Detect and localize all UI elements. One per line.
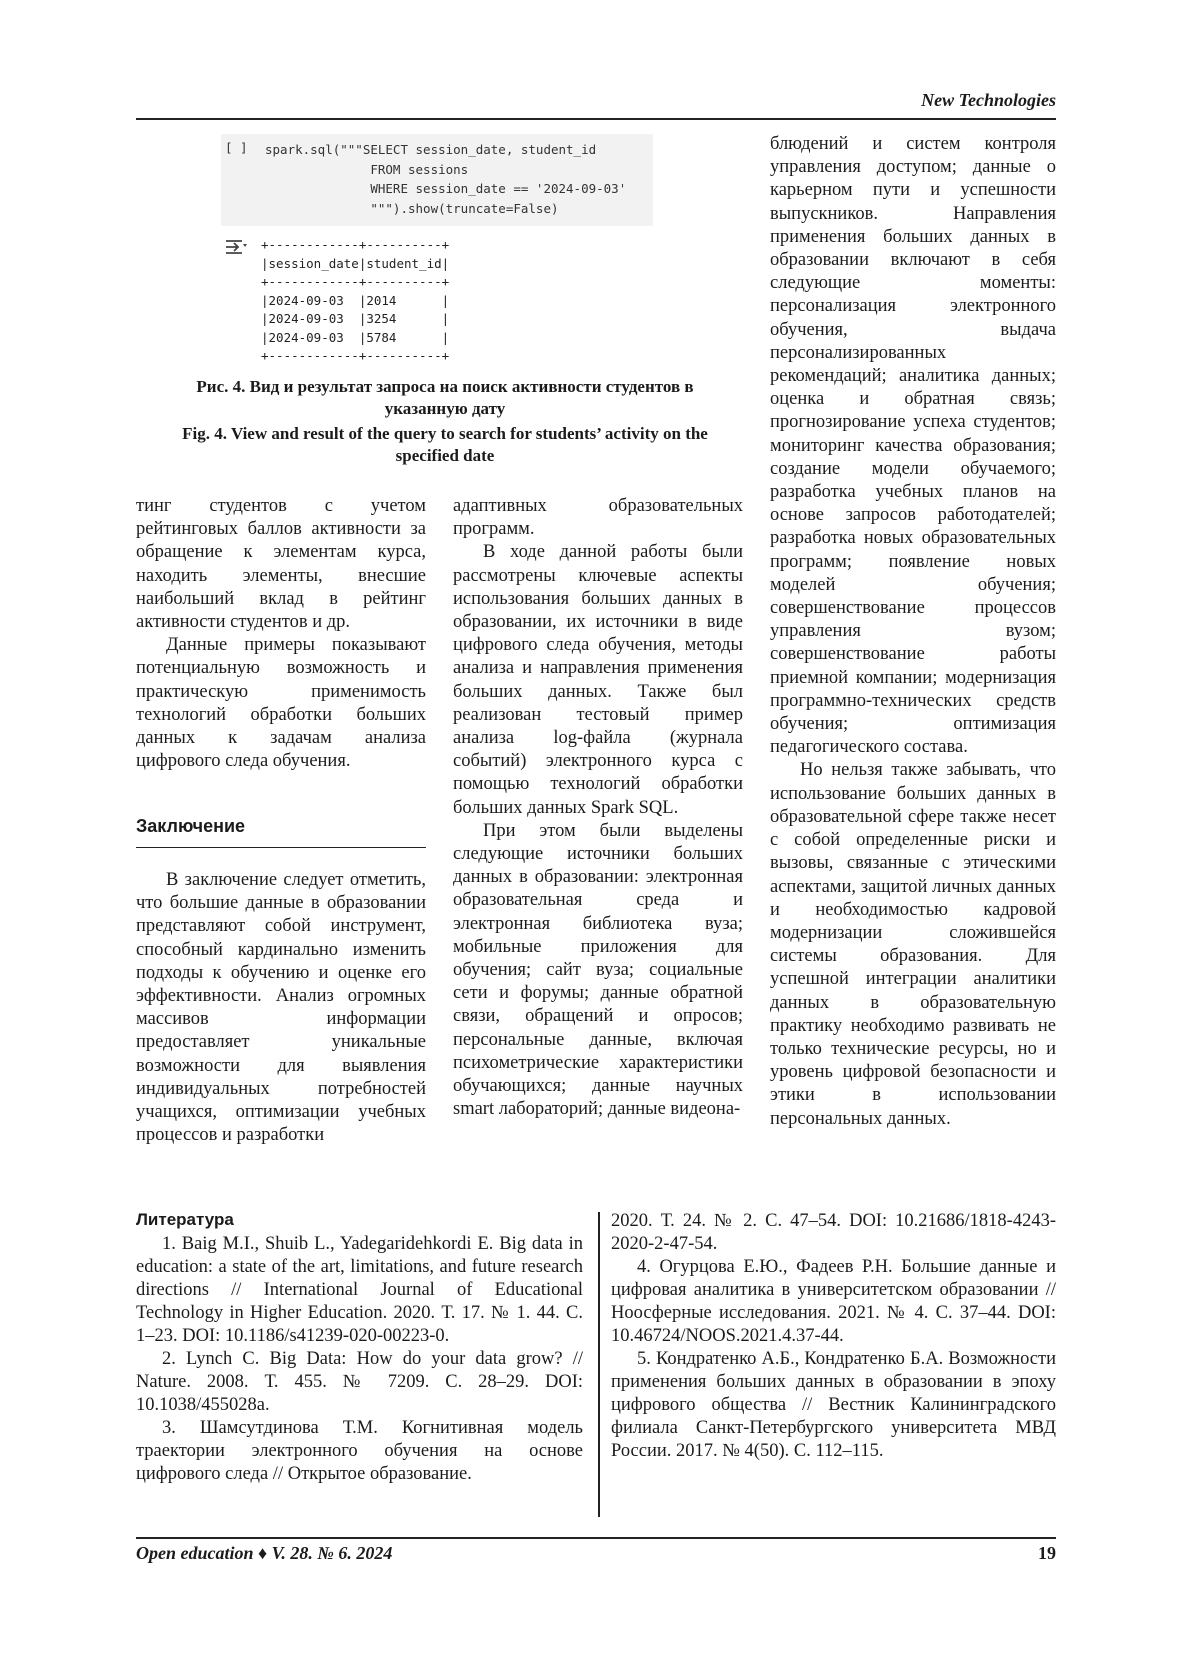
section-rule (136, 847, 426, 848)
reference-item-continued: 2020. Т. 24. № 2. С. 47–54. DOI: 10.21686/1818-4243-2020-2-47-54. (611, 1211, 1056, 1254)
page-footer (136, 1543, 1056, 1564)
text-column-1 (136, 495, 426, 773)
reference-item: 2. Lynch C. Big Data: How do your data grow? // Nature. 2008. Т. 455. № 7209. С. 28–29. DOI: 10.1038/455028a. (136, 1349, 583, 1415)
code-cell (221, 134, 653, 226)
paragraph: При этом были выделены следующие источники больших данных в образовании: электронная образовательная среда и электронная библиотека вуза; мобильные приложения для обучения; сайт вуза; социальные сети и форумы; данные обратной связи, обращений и опросов; персональные данные, включая психометрические характеристики обучающихся; данные научных smart лабораторий; данные видеона- (453, 820, 743, 1120)
paragraph: адаптивных образовательных программ. (453, 496, 743, 540)
reference-item: 3. Шамсутдинова Т.М. Когнитивная модель траектории электронного обучения на основе цифрового следа // Открытое образование. (136, 1418, 583, 1484)
footer-rule (136, 1537, 1056, 1539)
references-left (136, 1233, 583, 1486)
output-arrow-icon (224, 238, 248, 256)
figure-caption-en: Fig. 4. View and result of the query to search for students’ activity on the specified date (182, 424, 708, 465)
running-header: New Technologies (921, 90, 1056, 110)
query-output-table: +------------+----------+ |session_date|student_id| +------------+----------+ |2024-09-03 |2014 | |2024-09-03 |3254 | |2024-09-03 |5784 | +------------+----------+ (261, 237, 450, 363)
paragraph: Но нельзя также забывать, что использование больших данных в образовательной сфере также несет с собой определенные риски и вызовы, связанные с этическими аспектами, защитой личных данных и необходимостью кадровой модернизации сложившейся системы образования. Для успешной интеграции аналитики данных в образовательную практику необходимо развивать не только технические ресурсы, но и уровень цифровой безопасности и этики в использовании персональных данных. (770, 760, 1056, 1129)
code-block: spark.sql("""SELECT session_date, student_id FROM sessions WHERE session_date == '2024-09-03' """).show(truncate=False) (265, 142, 627, 216)
paragraph: В ходе данной работы были рассмотрены ключевые аспекты использования больших данных в образовании, их источники в виде цифрового следа обучения, методы анализа и направления применения больших данных. Также был реализован тестовый пример анализа log-файла (журнала событий) электронного курса с помощью технологий обработки больших данных Spark SQL. (453, 542, 743, 818)
text-column-1-conclusion (136, 869, 426, 1147)
run-cell-bracket[interactable]: [ ] (225, 140, 248, 155)
figure-caption-ru: Рис. 4. Вид и результат запроса на поиск активности студентов в указанную дату (196, 377, 694, 418)
reference-item: 1. Baig M.I., Shuib L., Yadegaridehkordi E. Big data in education: a state of the art, limitations, and future research directions // International Journal of Educational Technology in Higher Education. 2020. Т. 17. № 1. 44. С. 1–23. DOI: 10.1186/s41239-020-00223-0. (136, 1234, 583, 1346)
reference-item: 5. Кондратенко А.Б., Кондратенко Б.А. Возможности применения больших данных в образовании в эпоху цифрового общества // Вестник Калининградского филиала Санкт-Петербургского университета МВД России. 2017. № 4(50). С. 112–115. (611, 1349, 1056, 1461)
page-number: 19 (1038, 1543, 1056, 1563)
section-heading: Заключение (136, 816, 246, 836)
paragraph: В заключение следует отметить, что большие данные в образовании представляют собой инструмент, способный кардинально изменить подходы к обучению и оценке его эффективности. Анализ огромных массивов информации предоставляет уникальные возможности для выявления индивидуальных потребностей учащихся, оптимизации учебных процессов и разработки (136, 870, 426, 1146)
references-heading: Литература (136, 1210, 234, 1229)
journal-name: Open education ♦ V. 28. № 6. 2024 (136, 1543, 393, 1563)
references-divider (598, 1212, 600, 1517)
header-rule (136, 118, 1056, 120)
text-column-3 (770, 133, 1056, 1131)
paragraph: Данные примеры показывают потенциальную возможность и практическую применимость технологий обработки больших данных к задачам анализа цифрового следа обучения. (136, 635, 426, 772)
references-right (611, 1210, 1056, 1463)
reference-item: 4. Огурцова Е.Ю., Фадеев Р.Н. Большие данные и цифровая аналитика в университетском образовании // Ноосферные исследования. 2021. № 4. С. 37–44. DOI: 10.46724/NOOS.2021.4.37-44. (611, 1257, 1056, 1346)
paragraph: тинг студентов с учетом рейтинговых баллов активности за обращение к элементам курса, находить элементы, внесшие наибольший вклад в рейтинг активности студентов и др. (136, 496, 426, 633)
text-column-2 (453, 495, 743, 1121)
paragraph: блюдений и систем контроля управления доступом; данные о карьерном пути и успешности выпускников. Направления применения больших данных в образовании включают в себя следующие моменты: персонализация электронного обучения, выдача персонализированных рекомендаций; аналитика данных; оценка и обратная связь; прогнозирование успеха студентов; мониторинг качества образования; создание модели обучаемого; разработка учебных планов на основе запросов работодателей; разработка новых образовательных программ; появление новых моделей обучения; совершенствование процессов управления вузом; совершенствование работы приемной компании; модернизация программно-технических средств обучения; оптимизация педагогического состава. (770, 134, 1056, 758)
